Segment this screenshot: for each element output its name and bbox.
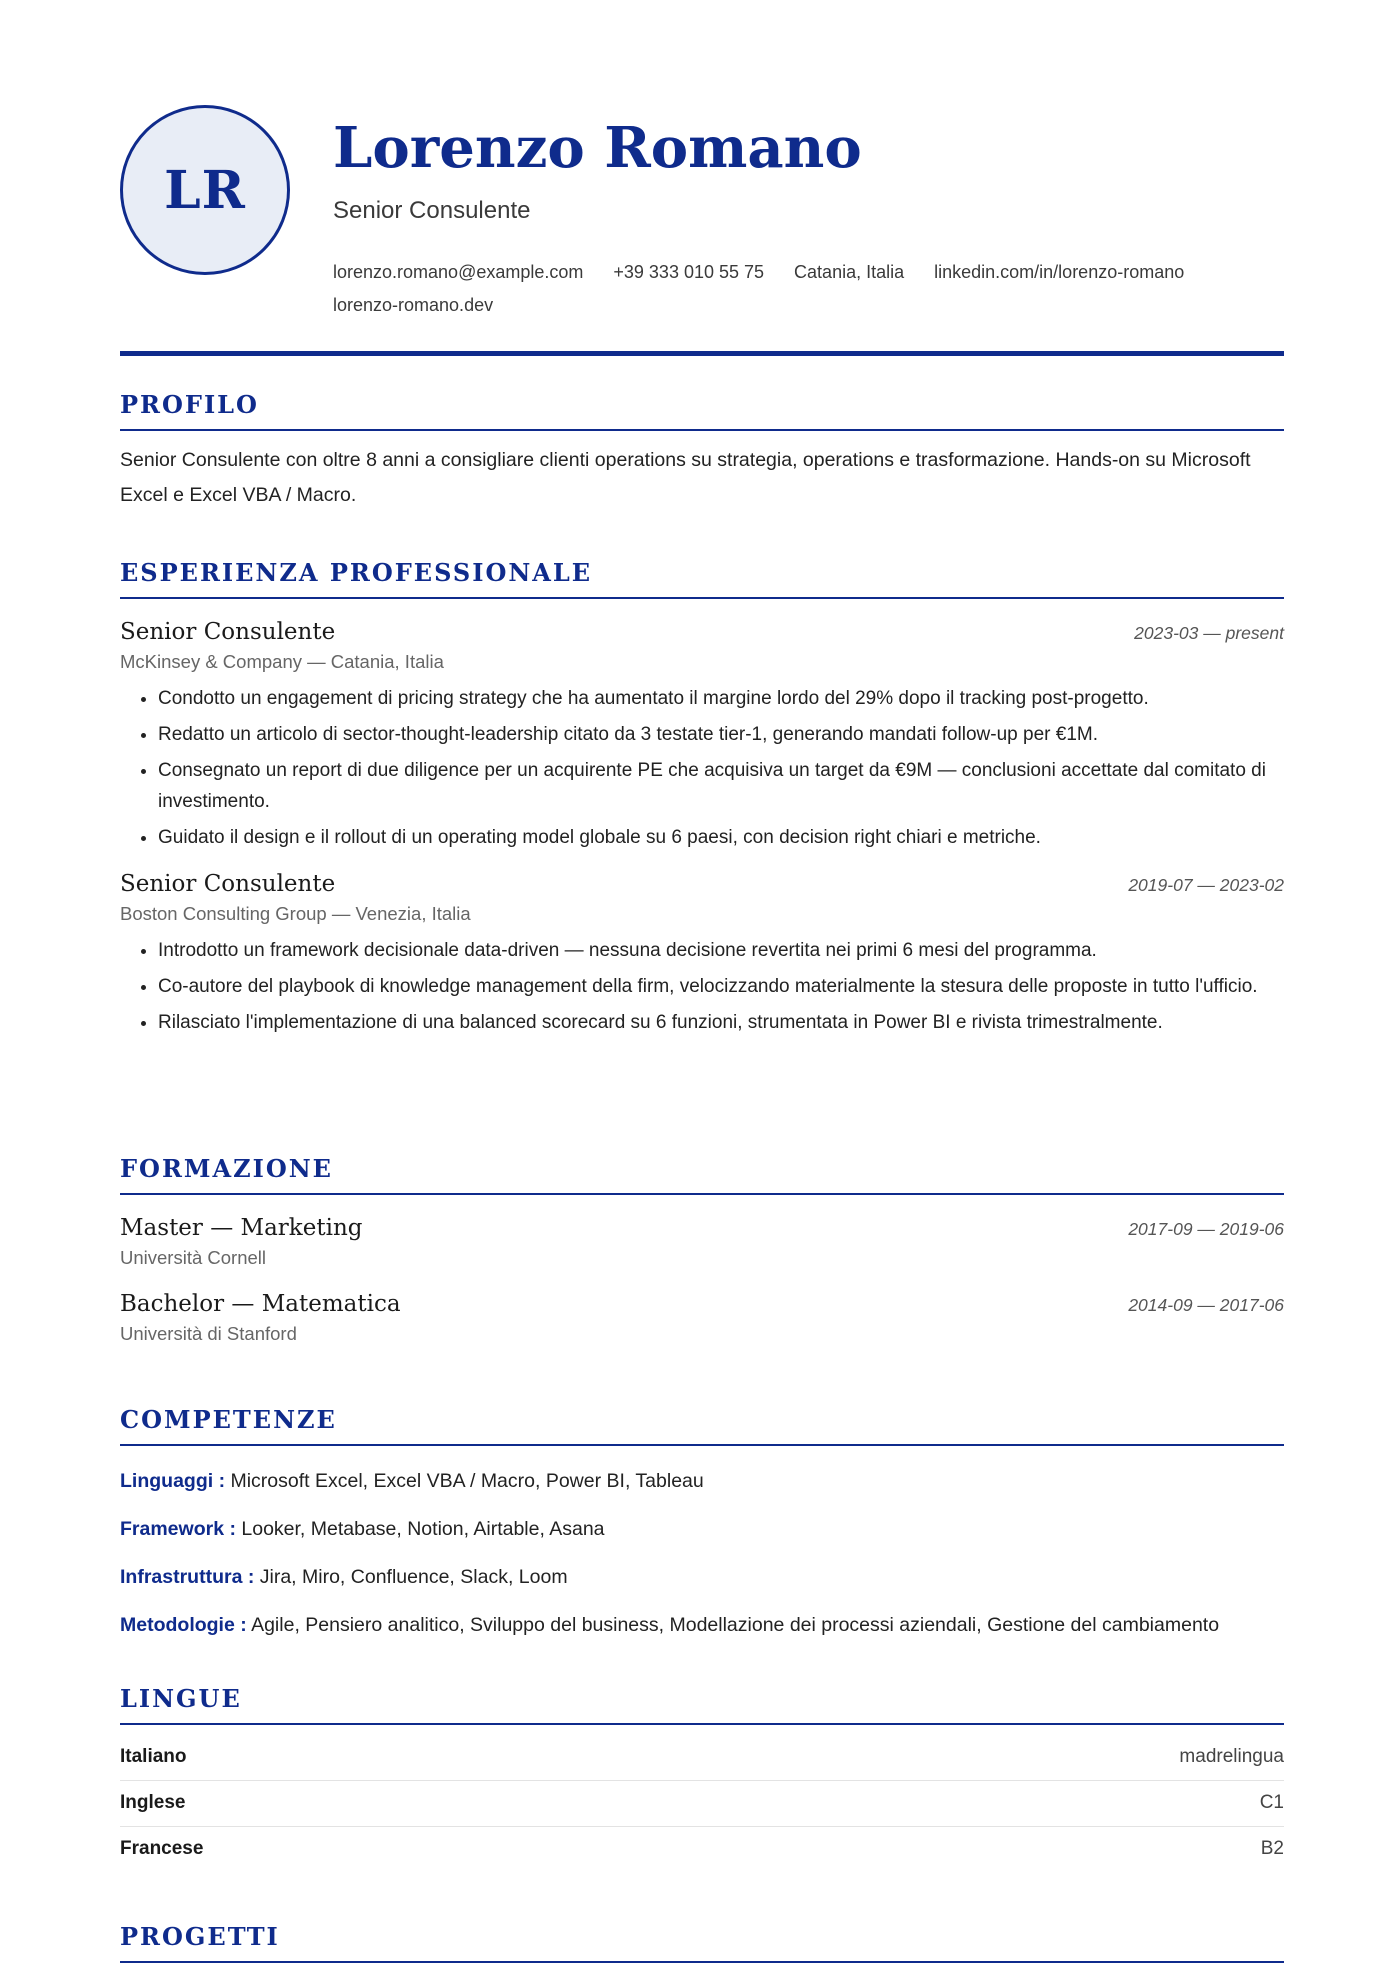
experience-role: Senior Consulente	[120, 871, 336, 897]
skill-value: Agile, Pensiero analitico, Sviluppo del business, Modellazione dei processi aziendali, Gestione del cambiamento	[251, 1614, 1220, 1636]
education-degree: Bachelor — Matematica	[120, 1291, 401, 1317]
education-section	[120, 1154, 1284, 1345]
experience-date: 2023-03 — present	[1134, 623, 1284, 643]
language-row	[120, 1827, 1284, 1872]
education-date: 2014-09 — 2017-06	[1128, 1295, 1284, 1315]
experience-company: McKinsey & Company — Catania, Italia	[120, 651, 444, 672]
avatar-initials: LR	[164, 159, 246, 221]
skill-label: Metodologie :	[120, 1614, 247, 1636]
profile-text: Senior Consulente con oltre 8 anni a consigliare clienti operations su strategia, operations e trasformazione. Hands-on su Microsoft Excel e Excel VBA / Macro.	[120, 449, 1251, 506]
resume-header	[120, 0, 1284, 355]
experience-bullets	[120, 683, 1284, 853]
projects-title: PROGETTI	[120, 1922, 1284, 1963]
education-entry	[120, 1215, 1284, 1269]
contact-phone[interactable]: +39 333 010 55 75	[613, 262, 765, 282]
profile-title: PROFILO	[120, 390, 1284, 431]
experience-company: Boston Consulting Group — Venezia, Italia	[120, 903, 471, 924]
skill-value: Microsoft Excel, Excel VBA / Macro, Power BI, Tableau	[230, 1470, 704, 1492]
experience-date: 2019-07 — 2023-02	[1128, 875, 1284, 895]
languages-section	[120, 1684, 1284, 1872]
experience-bullets	[120, 935, 1284, 1038]
projects-section	[120, 1922, 1284, 1963]
contact-list	[333, 256, 1284, 322]
skill-label: Infrastruttura :	[120, 1566, 255, 1588]
language-name: Francese	[120, 1838, 204, 1859]
language-row	[120, 1781, 1284, 1827]
experience-bullet: • Rilasciato l'implementazione di una balanced scorecard su 6 funzioni, strumentata in Power BI e rivista trimestralmente.	[158, 1007, 1284, 1038]
avatar	[120, 105, 290, 275]
experience-role: Senior Consulente	[120, 619, 336, 645]
skills-section	[120, 1405, 1284, 1658]
skill-label: Linguaggi :	[120, 1470, 226, 1492]
education-entry	[120, 1291, 1284, 1345]
skill-value: Jira, Miro, Confluence, Slack, Loom	[259, 1566, 568, 1588]
language-level: madrelingua	[1179, 1746, 1284, 1767]
education-school: Università Cornell	[120, 1247, 266, 1268]
language-level: C1	[1259, 1792, 1284, 1813]
education-date: 2017-09 — 2019-06	[1128, 1219, 1284, 1239]
language-name: Inglese	[120, 1792, 186, 1813]
header-divider	[120, 351, 1284, 356]
experience-bullet: • Redatto un articolo di sector-thought-leadership citato da 3 testate tier-1, generando mandati follow-up per €1M.	[158, 719, 1284, 750]
language-row	[120, 1735, 1284, 1781]
skill-row	[120, 1466, 1284, 1496]
skills-title: COMPETENZE	[120, 1405, 1284, 1446]
experience-bullet: • Condotto un engagement di pricing strategy che ha aumentato il margine lordo del 29% dopo il tracking post-progetto.	[158, 683, 1284, 714]
skill-row	[120, 1562, 1284, 1592]
resume-page	[120, 0, 1284, 1951]
experience-entry	[120, 619, 1284, 853]
experience-bullet: • Guidato il design e il rollout di un operating model globale su 6 paesi, con decision right chiari e metriche.	[158, 822, 1284, 853]
education-degree: Master — Marketing	[120, 1215, 363, 1241]
contact-location: Catania, Italia	[794, 262, 905, 282]
skills-list	[120, 1466, 1284, 1640]
experience-section	[120, 558, 1284, 1043]
profile-section	[120, 390, 1284, 513]
experience-bullet: • Co-autore del playbook di knowledge management della firm, velocizzando materialmente la stesura delle proposte in tutto l'ufficio.	[158, 971, 1284, 1002]
experience-bullet: • Introdotto un framework decisionale data-driven — nessuna decisione revertita nei primi 6 mesi del programma.	[158, 935, 1284, 966]
candidate-role: Senior Consulente	[333, 197, 531, 224]
education-school: Università di Stanford	[120, 1323, 297, 1344]
language-level: B2	[1260, 1838, 1284, 1859]
candidate-name: Lorenzo Romano	[333, 115, 862, 181]
contact-linkedin[interactable]: linkedin.com/in/lorenzo-romano	[934, 262, 1185, 282]
languages-title: LINGUE	[120, 1684, 1284, 1725]
contact-website[interactable]: lorenzo-romano.dev	[333, 295, 494, 315]
skill-label: Framework :	[120, 1518, 236, 1540]
skill-row	[120, 1610, 1284, 1640]
skill-value: Looker, Metabase, Notion, Airtable, Asana	[241, 1518, 605, 1540]
education-title: FORMAZIONE	[120, 1154, 1284, 1195]
contact-email[interactable]: lorenzo.romano@example.com	[333, 262, 584, 282]
languages-list	[120, 1735, 1284, 1872]
experience-title: ESPERIENZA PROFESSIONALE	[120, 558, 1284, 599]
skill-row	[120, 1514, 1284, 1544]
experience-bullet: • Consegnato un report di due diligence per un acquirente PE che acquisiva un target da €9M — conclusioni accettate dal comitato di investimento.	[158, 755, 1284, 817]
experience-entry	[120, 871, 1284, 1038]
language-name: Italiano	[120, 1746, 187, 1767]
